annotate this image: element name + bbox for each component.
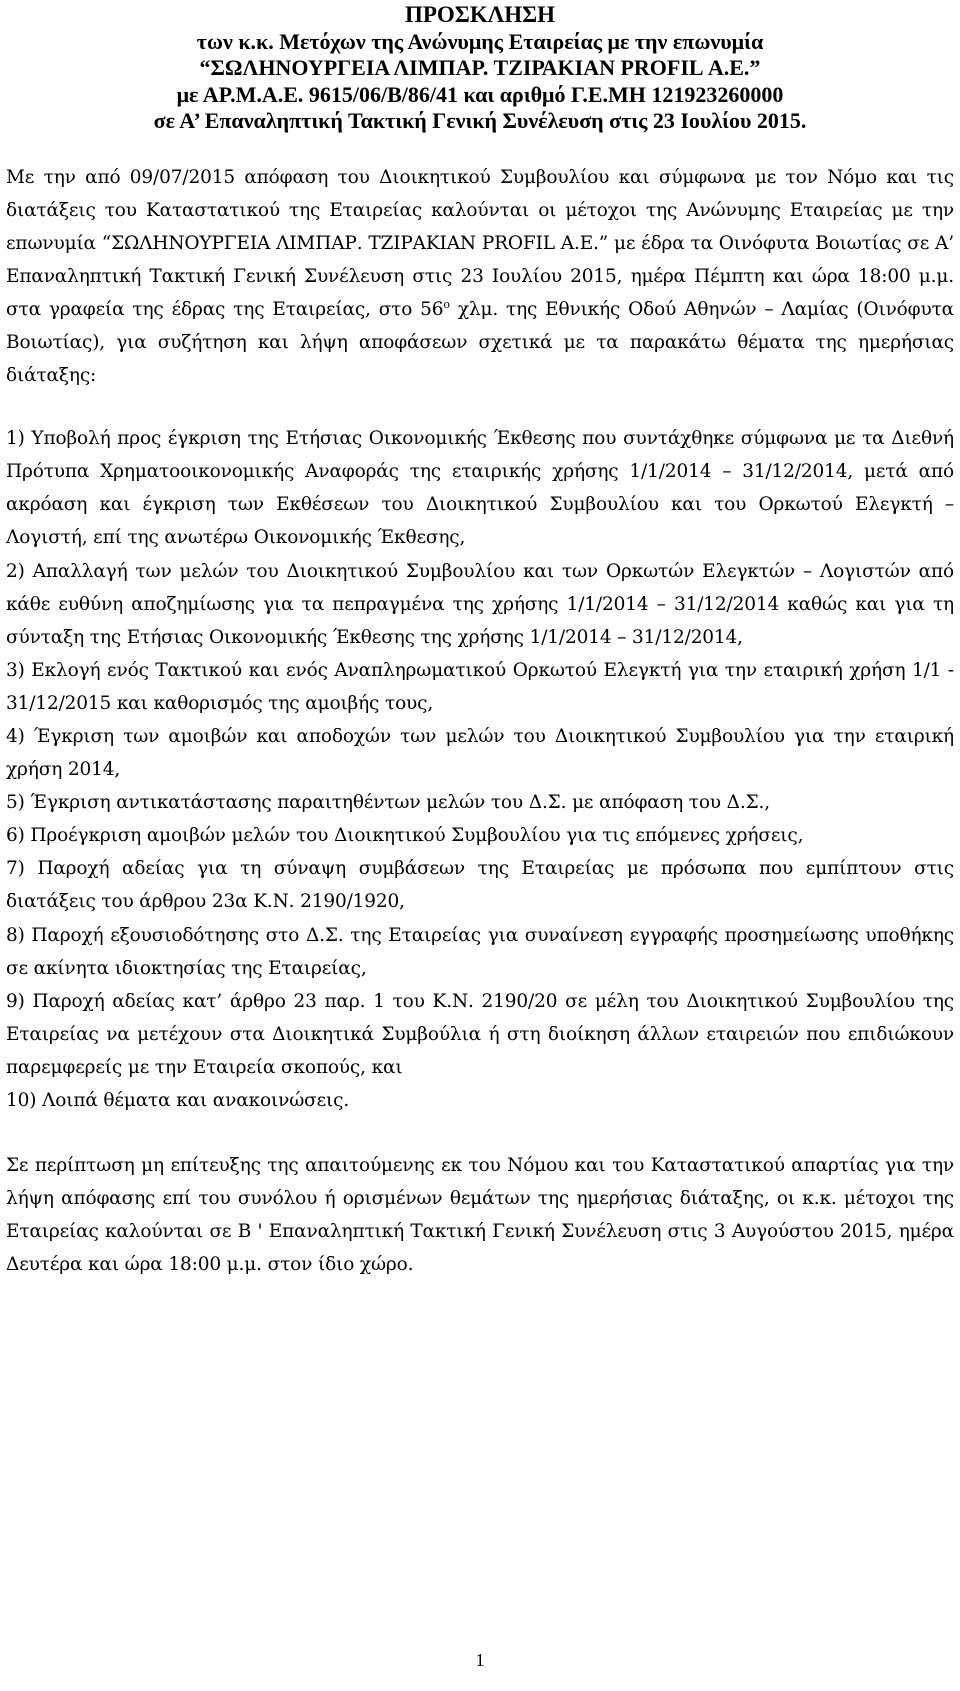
agenda-item-3: 3) Εκλογή ενός Τακτικού και ενός Αναπληρωματικού Ορκωτού Ελεγκτή για την εταιρική χρήση 1/1 - 31/12/2015 και καθορισμός της αμοιβής τους, [6,659,954,714]
document-body [6,161,954,1282]
document-header [6,0,954,135]
closing-paragraph: Σε περίπτωση μη επίτευξης της απαιτούμενης εκ του Νόμου και του Καταστατικού απαρτίας για την λήψη απόφασης επί του συνόλου ή ορισμένων θεμάτων της ημερήσιας διάταξης, οι κ.κ. μέτοχοι της Εταιρείας καλούνται σε Β ' Επαναληπτική Τακτική Γενική Συνέλευση στις 3 Αυγούστου 2015, ημέρα Δευτέρα και ώρα 18:00 μ.μ. στον ίδιο χώρο. [6,1155,954,1276]
agenda-item-8: 8) Παροχή εξουσιοδότησης στο Δ.Σ. της Εταιρείας για συναίνεση εγγραφής προσημείωσης υποθήκης σε ακίνητα ιδιοκτησίας της Εταιρείας, [6,924,954,979]
agenda-item-4: 4) Έγκριση των αμοιβών και αποδοχών των μελών του Διοικητικού Συμβουλίου για την εταιρική χρήση 2014, [6,726,954,781]
header-line-registry: με ΑΡ.Μ.Α.Ε. 9615/06/Β/86/41 και αριθμό Γ.Ε.ΜΗ 121923260000 [176,81,784,107]
intro-text-start: Με την από 09/07/2015 απόφαση του Διοικητικού Συμβουλίου και σύμφωνα με τον Νόμο και τις διατάξεις του Καταστατικού της Εταιρείας καλούνται οι μέτοχοι της Ανώνυμης Εταιρείας με την επωνυμία “ΣΩΛΗΝΟΥΡΓΕΙΑ ΛΙΜΠΑΡ. ΤΖΙΡΑΚΙΑΝ PROFIL Α.Ε.” με έδρα τα Οινόφυτα Βοιωτίας σε Α’ Επαναληπτική Τακτική Γενική Συνέλευση στις 23 Ιουλίου 2015, ημέρα Πέμπτη και ώρα 18:00 μ.μ. στα γραφεία της έδρας της Εταιρείας, στο 56 [6,166,954,320]
paragraph-spacer [6,1117,954,1149]
intro-paragraph [6,161,954,393]
intro-text-end: χλμ. της Εθνικής Οδού Αθηνών – Λαμίας (Οινόφυτα Βοιωτίας), για συζήτηση και λήψη αποφάσεων σχετικά με τα παρακάτω θέματα της ημερήσιας διάταξης: [6,298,954,387]
header-line-company-name: “ΣΩΛΗΝΟΥΡΓΕΙΑ ΛΙΜΠΑΡ. ΤΖΙΡΑΚΙΑΝ PROFIL Α.Ε.” [199,55,761,80]
agenda-item-2: 2) Απαλλαγή των μελών του Διοικητικού Συμβουλίου και των Ορκωτών Ελεγκτών – Λογιστών από κάθε ευθύνη αποζημίωσης για τα πεπραγμένα της χρήσης 1/1/2014 – 31/12/2014 καθώς και για τη σύνταξη της Ετήσιας Οικονομικής Έκθεσης της χρήσης 1/1/2014 – 31/12/2014, [6,560,954,648]
agenda-item-10: 10) Λοιπά θέματα και ανακοινώσεις. [6,1090,350,1112]
agenda-item-6: 6) Προέγκριση αμοιβών μελών του Διοικητικού Συμβουλίου για τις επόμενες χρήσεις, [6,825,804,847]
agenda-item-1: 1) Υποβολή προς έγκριση της Ετήσιας Οικονομικής Έκθεσης που συντάχθηκε σύμφωνα με τα Διεθνή Πρότυπα Χρηματοοικονομικής Αναφοράς της εταιρικής χρήσης 1/1/2014 – 31/12/2014, μετά από ακρόαση και έγκριση των Εκθέσεων του Διοικητικού Συμβουλίου και του Ορκωτού Ελεγκτή – Λογιστή, επί της ανωτέρω Οικονομικής Έκθεσης, [6,428,954,549]
paragraph-spacer [6,392,954,422]
header-line-assembly: σε Α’ Επαναληπτική Τακτική Γενική Συνέλευση στις 23 Ιουλίου 2015. [153,108,807,133]
agenda-item-5: 5) Έγκριση αντικατάστασης παραιτηθέντων μελών του Δ.Σ. με απόφαση του Δ.Σ., [6,792,770,814]
header-line-shareholders: των κ.κ. Μετόχων της Ανώνυμης Εταιρείας με την επωνυμία [196,28,764,54]
agenda-list [6,422,954,1117]
agenda-item-7: 7) Παροχή αδείας για τη σύναψη συμβάσεων της Εταιρείας με πρόσωπα που εμπίπτουν στις διατάξεις του άρθρου 23α Κ.Ν. 2190/1920, [6,858,954,913]
agenda-item-9: 9) Παροχή αδείας κατ’ άρθρο 23 παρ. 1 του Κ.Ν. 2190/20 σε μέλη του Διοικητικού Συμβουλίου της Εταιρείας να μετέχουν στα Διοικητικά Συμβούλια ή στη διοίκηση άλλων εταιρειών που επιδιώκουν παρεμφερείς με την Εταιρεία σκοπούς, και [6,990,954,1078]
document-title: ΠΡΟΣΚΛΗΣΗ [404,2,556,27]
intro-superscript: ο [443,297,450,311]
page-number: 1 [475,1650,485,1670]
